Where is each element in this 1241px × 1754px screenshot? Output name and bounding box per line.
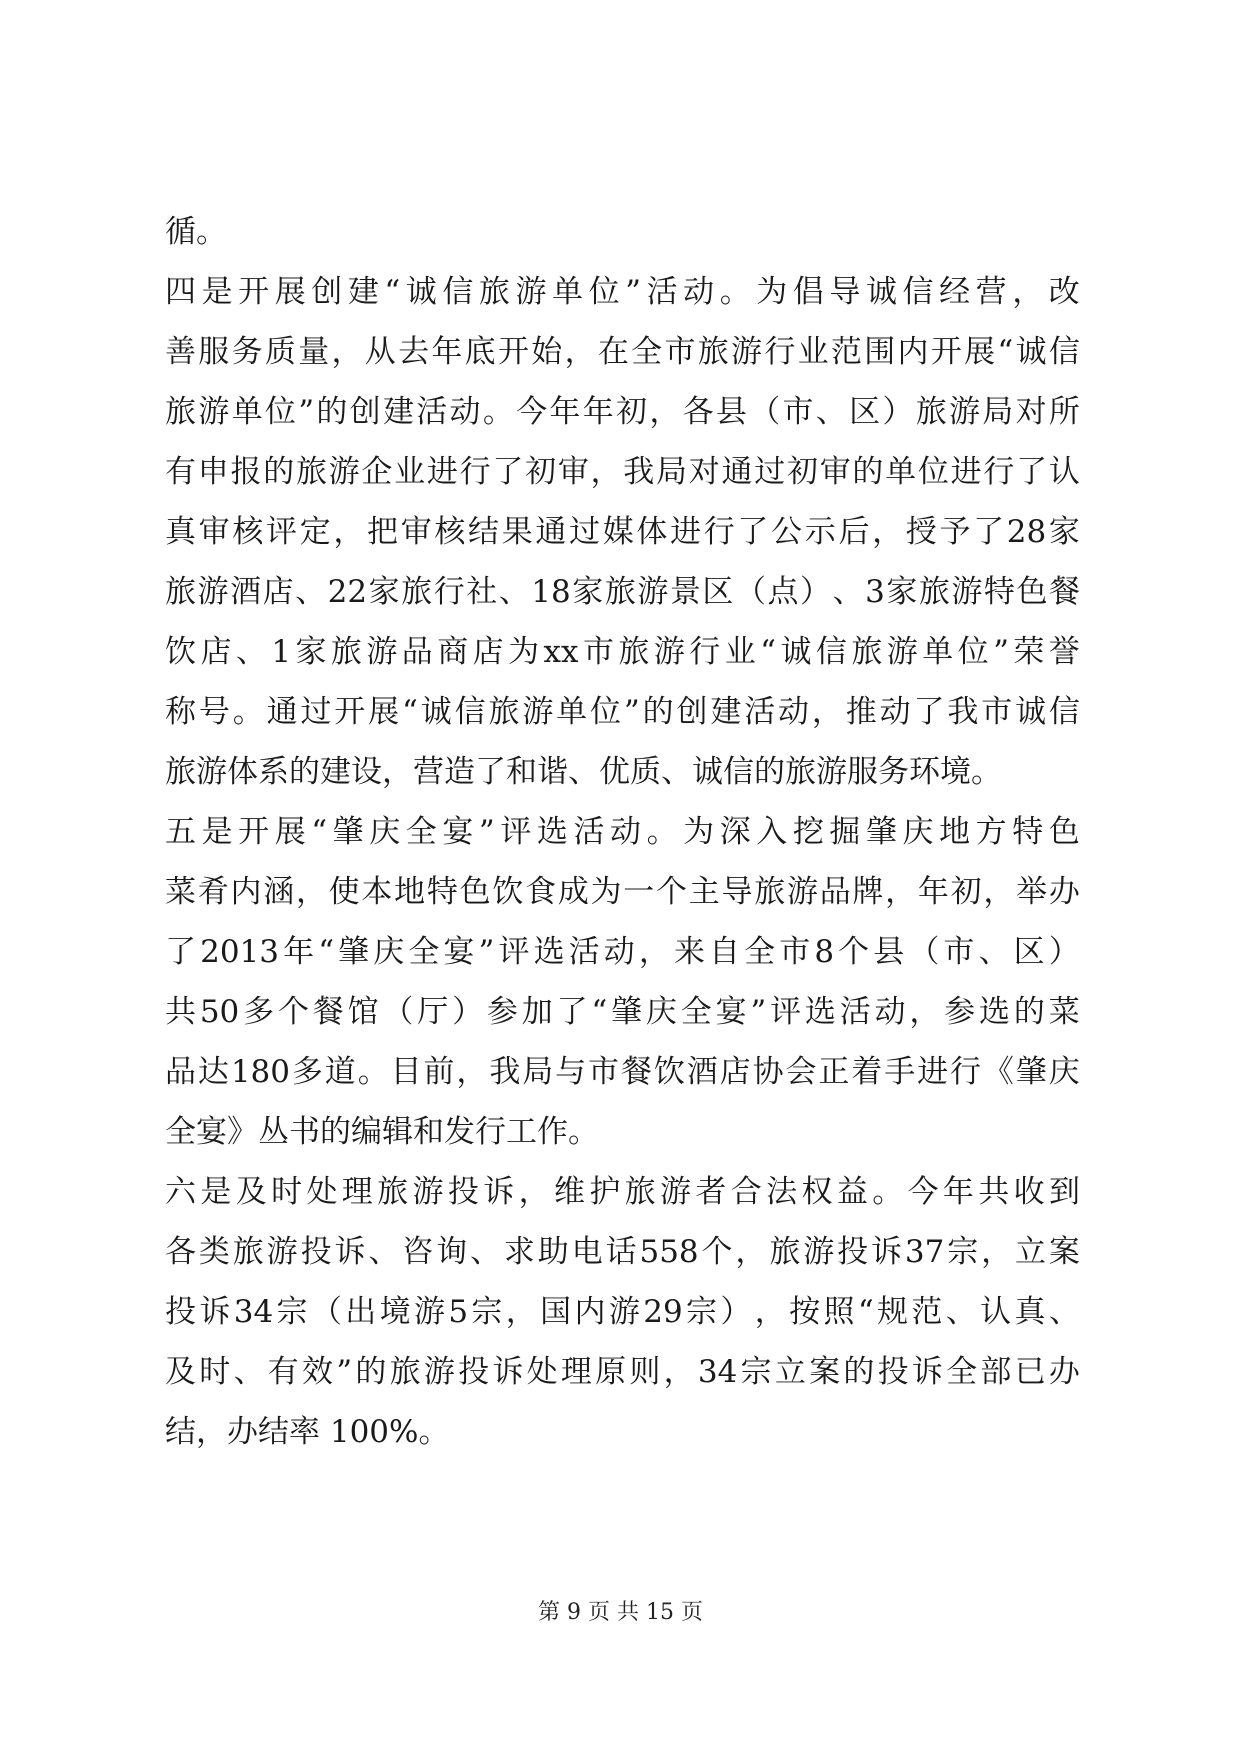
text-line: 旅 游 酒 店 、 22 家 旅 行 社 、 18 家 旅 游 景 区 （ 点 ） 、 3 家 旅 游 特 色 餐 bbox=[165, 574, 1080, 610]
text-line: 六 是 及 时 处 理 旅 游 投 诉 ， 维 护 旅 游 者 合 法 权 益 。 今 年 共 收 到 bbox=[165, 1174, 1080, 1210]
text-line: 共 50 多 个 餐 馆 （ 厅 ） 参 加 了 “ 肇 庆 全 宴 ” 评 选 活 动 ， 参 选 的 菜 bbox=[165, 994, 1080, 1030]
text-line: 有 申 报 的 旅 游 企 业 进 行 了 初 审 ， 我 局 对 通 过 初 审 的 单 位 进 行 了 认 bbox=[165, 454, 1080, 490]
text-line: 四 是 开 展 创 建 “ 诚 信 旅 游 单 位 ” 活 动 。 为 倡 导 诚 信 经 营 ， 改 bbox=[165, 274, 1080, 310]
text-line: 及 时 、 有 效 ” 的 旅 游 投 诉 处 理 原 则 ， 34 宗 立 案 的 投 诉 全 部 已 办 bbox=[165, 1354, 1080, 1390]
text-line: 菜 肴 内 涵 ， 使 本 地 特 色 饮 食 成 为 一 个 主 导 旅 游 品 牌 ， 年 初 ， 举 办 bbox=[165, 874, 1080, 910]
text-line: 了 2013 年 “ 肇 庆 全 宴 ” 评 选 活 动 ， 来 自 全 市 8 个 县 （ 市 、 区 ） bbox=[165, 934, 1080, 970]
text-line: 称 号 。 通 过 开 展 “ 诚 信 旅 游 单 位 ” 的 创 建 活 动 ， 推 动 了 我 市 诚 信 bbox=[165, 694, 1080, 730]
text-line: 投 诉 34 宗 （ 出 境 游 5 宗 ， 国 内 游 29 宗 ） ， 按 照 “ 规 范 、 认 真 、 bbox=[165, 1294, 1080, 1330]
text-line: 旅 游 单 位 ” 的 创 建 活 动 。 今 年 年 初 ， 各 县 （ 市 、 区 ） 旅 游 局 对 所 bbox=[165, 394, 1080, 430]
text-line: 饮 店 、 1 家 旅 游 品 商 店 为 xx 市 旅 游 行 业 “ 诚 信 旅 游 单 位 ” 荣 誉 bbox=[165, 634, 1080, 670]
text-line: 善 服 务 质 量 ， 从 去 年 底 开 始 ， 在 全 市 旅 游 行 业 范 围 内 开 展 “ 诚 信 bbox=[165, 334, 1080, 370]
text-line: 各 类 旅 游 投 诉 、 咨 询 、 求 助 电 话 558 个 ， 旅 游 投 诉 37 宗 ， 立 案 bbox=[165, 1234, 1080, 1270]
text-line: 循。 bbox=[165, 214, 227, 250]
text-line: 品 达 180 多 道 。 目 前 ， 我 局 与 市 餐 饮 酒 店 协 会 正 着 手 进 行 《 肇 庆 bbox=[165, 1054, 1080, 1090]
text-line: 旅游体系的建设，营造了和谐、优质、诚信的旅游服务环境。 bbox=[165, 754, 1002, 790]
page-number-footer: 第 9 页 共 15 页 bbox=[538, 1600, 703, 1625]
text-line: 结，办结率 100%。 bbox=[165, 1414, 450, 1450]
text-line: 五 是 开 展 “ 肇 庆 全 宴 ” 评 选 活 动 。 为 深 入 挖 掘 肇 庆 地 方 特 色 bbox=[165, 814, 1080, 850]
text-line: 真 审 核 评 定 ， 把 审 核 结 果 通 过 媒 体 进 行 了 公 示 后 ， 授 予 了 28 家 bbox=[165, 514, 1080, 550]
text-line: 全宴》丛书的编辑和发行工作。 bbox=[165, 1114, 599, 1150]
